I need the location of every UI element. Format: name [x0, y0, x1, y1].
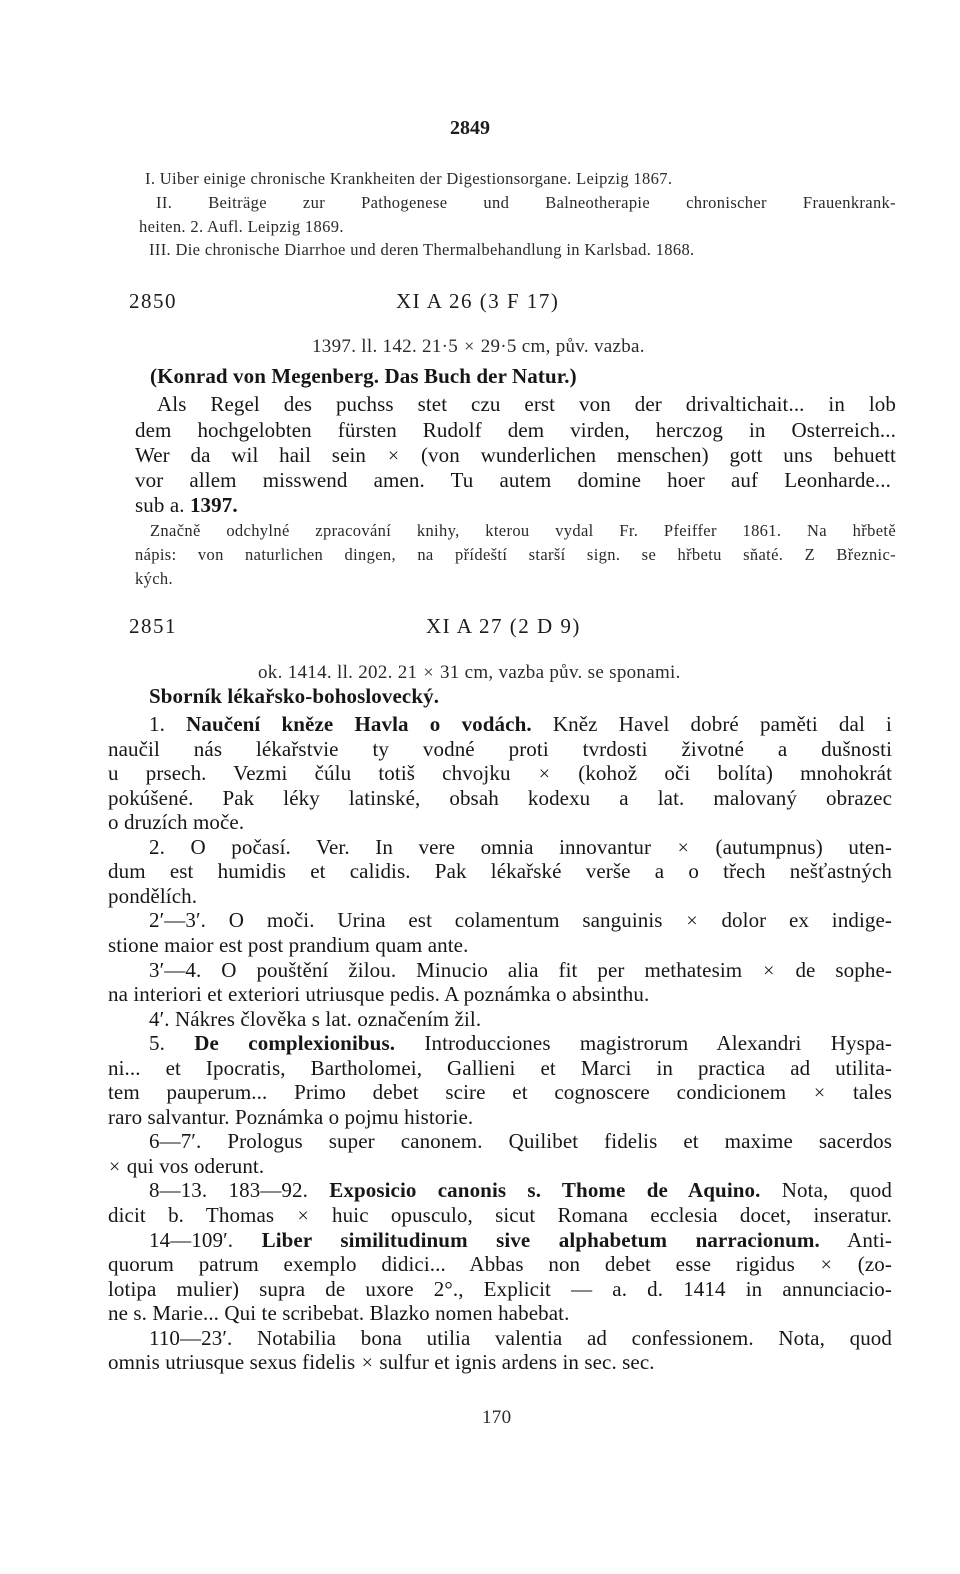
entry-note-2850-line-3: kých.	[135, 569, 173, 588]
entry-text-fragment: Anti-	[819, 1228, 892, 1252]
cross-sign: ×	[464, 336, 475, 356]
entry-text-fragment: dolor ex indige-	[698, 908, 892, 932]
entry-text-fragment: o druzích moče.	[108, 810, 245, 834]
entry-text-2851-line	[108, 982, 649, 1007]
entry-text-fragment: Introducciones magistrorum Alexandri Hyspa-	[395, 1031, 892, 1055]
entry-text-fragment: pokúšené. Pak léky latinské, obsah kodexu a lat. malovaný obrazec	[108, 786, 892, 810]
cross-sign: ×	[387, 445, 400, 467]
entry-text-2851-line	[108, 1301, 569, 1326]
entry-text-fragment: 5.	[149, 1031, 195, 1055]
page-number-top: 2849	[450, 117, 490, 139]
entry-text-fragment: (kohož oči bolíta) mnohokrát	[551, 761, 893, 785]
entry-text-fragment: quorum patrum exemplo didici... Abbas non debet esse rigidus	[108, 1252, 820, 1276]
entry-text-2851-line	[108, 1277, 892, 1302]
entry-text-2851-line	[108, 761, 892, 786]
entry-text-fragment: raro salvantur. Poznámka o pojmu historie.	[108, 1105, 474, 1129]
entry-text-2851-line	[149, 908, 892, 933]
shelfmark-2850: XI A 26 (3 F 17)	[396, 289, 560, 313]
entry-text-fragment: (zo-	[833, 1252, 892, 1276]
entry-text-fragment: qui vos oderunt.	[121, 1154, 265, 1178]
entry-text-fragment: 8—13. 183—92.	[149, 1178, 330, 1202]
entry-text-fragment: lotipa mulier) supra de uxore 2°., Explicit — a. d. 1414 in annunciacio-	[108, 1277, 892, 1301]
entry-date: 1397.	[189, 493, 238, 517]
entry-text-2851-line	[108, 933, 468, 958]
entry-text-2851-line	[108, 884, 197, 909]
entry-text-2851-line	[149, 835, 892, 860]
entry-text-2851-line	[149, 1129, 892, 1154]
entry-text-2851-line	[108, 786, 892, 811]
entry-text-fragment: 4′. Nákres člověka s lat. označením žil.	[149, 1007, 482, 1031]
entry-text-2851-line	[108, 1056, 892, 1081]
entry-text-2850-line-3-a: Wer da wil hail sein	[135, 443, 367, 467]
cross-sign: ×	[109, 1156, 121, 1178]
entry-text-fragment: pondělích.	[108, 884, 198, 908]
entry-subtitle: Exposicio canonis s. Thome de Aquino.	[329, 1178, 761, 1202]
codex-metadata-2850-a: 1397. ll. 142. 21·5	[312, 336, 459, 357]
entry-text-2851-line	[149, 1326, 892, 1351]
entry-text-2851-line	[108, 1252, 892, 1277]
entry-text-fragment: dum est humidis et calidis. Pak lékařské verše a o třech nešťastných	[108, 859, 892, 883]
entry-text-fragment: ni... et Ipocratis, Bartholomei, Gallieni et Marci in practica ad utilita-	[108, 1056, 892, 1080]
entry-title-2850-b: Das Buch der Natur.)	[384, 364, 577, 388]
entry-text-2851-line	[108, 1080, 892, 1105]
entry-text-fragment: 2′—3′. O moči. Urina est colamentum sanguinis	[149, 908, 686, 932]
shelfmark-2851: XI A 27 (2 D 9)	[426, 614, 581, 638]
entry-date-label: sub a.	[135, 493, 185, 517]
entry-text-fragment: 110—23′. Notabilia bona utilia valentia ad confessionem. Nota, quod	[149, 1326, 892, 1350]
entry-text-fragment: 1.	[149, 712, 187, 736]
entry-text-2851-line	[149, 712, 892, 737]
cross-sign: ×	[423, 662, 434, 682]
entry-text-2851-line	[108, 810, 244, 835]
entry-text-fragment: sulfur et ignis ardens in sec. sec.	[374, 1350, 655, 1374]
entry-subtitle: Naučení kněze Havla o vodách.	[186, 712, 532, 736]
entry-text-fragment: 2. O počasí. Ver. In vere omnia innovantur	[149, 835, 677, 859]
entry-text-2851-line	[149, 1178, 892, 1203]
codex-metadata-2850	[312, 336, 645, 358]
entry-text-2850-line-3	[135, 443, 896, 468]
entry-text-fragment: tales	[826, 1080, 892, 1104]
cross-sign: ×	[361, 1352, 374, 1374]
codex-metadata-2850-b: 29·5 cm, pův. vazba.	[480, 336, 645, 357]
entry-text-fragment: 3′—4. O pouštění žilou. Minucio alia fit per methatesim	[149, 958, 763, 982]
cross-sign: ×	[297, 1205, 309, 1227]
cross-sign: ×	[538, 763, 551, 785]
entry-title-2850-a: (Konrad von Megenberg.	[150, 364, 380, 388]
entry-text-fragment: u prsech. Vezmi čúlu totiš chvojku	[108, 761, 538, 785]
entry-text-2851-line	[108, 1203, 892, 1228]
entry-text-fragment: 14—109′.	[149, 1228, 262, 1252]
reference-line-1: I. Uiber einige chronische Krankheiten der Digestionsorgane. Leipzig 1867.	[145, 169, 673, 188]
reference-line-3: heiten. 2. Aufl. Leipzig 1869.	[139, 217, 344, 236]
entry-text-2850-line-3-b: (von wunderlichen menschen) gott uns behuett	[420, 443, 896, 467]
entry-text-2850-line-4: vor allem misswend amen. Tu autem domine hoer auf Leonharde...	[135, 468, 891, 492]
cross-sign: ×	[686, 910, 698, 932]
entry-note-2850-line-1: Značně odchylné zpracování knihy, kterou vydal Fr. Pfeiffer 1861. Na hřbetě	[150, 521, 896, 540]
entry-text-2851-line	[149, 1228, 892, 1253]
entry-text-2850-line-2: dem hochgelobten fürsten Rudolf dem virden, herczog in Osterreich...	[135, 418, 896, 442]
entry-number-2850: 2850	[129, 289, 177, 313]
entry-text-2851-line	[108, 859, 892, 884]
cross-sign: ×	[813, 1082, 826, 1104]
entry-subtitle: De complexionibus.	[194, 1031, 396, 1055]
codex-metadata-2851-a: ok. 1414. ll. 202. 21	[258, 662, 418, 683]
cross-sign: ×	[820, 1254, 833, 1276]
entry-text-fragment: 6—7′. Prologus super canonem. Quilibet fidelis et maxime sacerdos	[149, 1129, 892, 1153]
entry-text-fragment: (autumpnus) uten-	[690, 835, 892, 859]
entry-note-2850-line-2: nápis: von naturlichen dingen, na přídeští starší sign. se hřbetu sňaté. Z Březnic-	[135, 545, 896, 564]
entry-text-fragment: na interiori et exteriori utriusque pedis. A poznámka o absinthu.	[108, 982, 650, 1006]
entry-text-fragment: naučil nás lékařstvie ty vodné proti tvrdosti životné a dušnosti	[108, 737, 892, 761]
entry-text-fragment: stione maior est post prandium quam ante.	[108, 933, 469, 957]
entry-text-fragment: dicit b. Thomas	[108, 1203, 297, 1227]
entry-text-2851-line	[108, 1350, 655, 1375]
reference-line-2: II. Beiträge zur Pathogenese und Balneotherapie chronischer Frauenkrank-	[156, 193, 896, 212]
entry-text-fragment: Kněz Havel dobré paměti dal i	[531, 712, 892, 736]
entry-title-2851: Sborník lékařsko-bohoslovecký.	[149, 684, 440, 708]
entry-text-fragment: omnis utriusque sexus fidelis	[108, 1350, 361, 1374]
entry-text-2851-line	[149, 1007, 481, 1032]
codex-metadata-2851	[258, 662, 681, 684]
entry-text-2851-line	[108, 1154, 264, 1179]
entry-text-fragment: tem pauperum... Primo debet scire et cognoscere condicionem	[108, 1080, 813, 1104]
cross-sign: ×	[763, 960, 775, 982]
entry-number-2851: 2851	[129, 614, 177, 638]
entry-subtitle: Liber similitudinum sive alphabetum narracionum.	[261, 1228, 820, 1252]
entry-text-2851-line	[108, 737, 892, 762]
codex-metadata-2851-b: 31 cm, vazba pův. se sponami.	[439, 662, 681, 683]
entry-text-2851-line	[108, 1105, 473, 1130]
entry-text-fragment: huic opusculo, sicut Romana ecclesia docet, inseratur.	[309, 1203, 893, 1227]
cross-sign: ×	[677, 837, 689, 859]
entry-text-2851-line	[149, 958, 892, 983]
entry-text-2850-line-5	[135, 493, 238, 518]
entry-text-fragment: Nota, quod	[760, 1178, 893, 1202]
entry-title-2850	[150, 364, 577, 389]
entry-text-fragment: de sophe-	[775, 958, 892, 982]
entry-text-2851-line	[149, 1031, 892, 1056]
entry-text-2850-line-1: Als Regel des puchss stet czu erst von der drivaltichait... in lob	[157, 392, 896, 416]
page-number-bottom: 170	[482, 1407, 512, 1428]
entry-text-fragment: ne s. Marie... Qui te scribebat. Blazko nomen habebat.	[108, 1301, 570, 1325]
reference-line-4: III. Die chronische Diarrhoe und deren Thermalbehandlung in Karlsbad. 1868.	[149, 240, 695, 259]
